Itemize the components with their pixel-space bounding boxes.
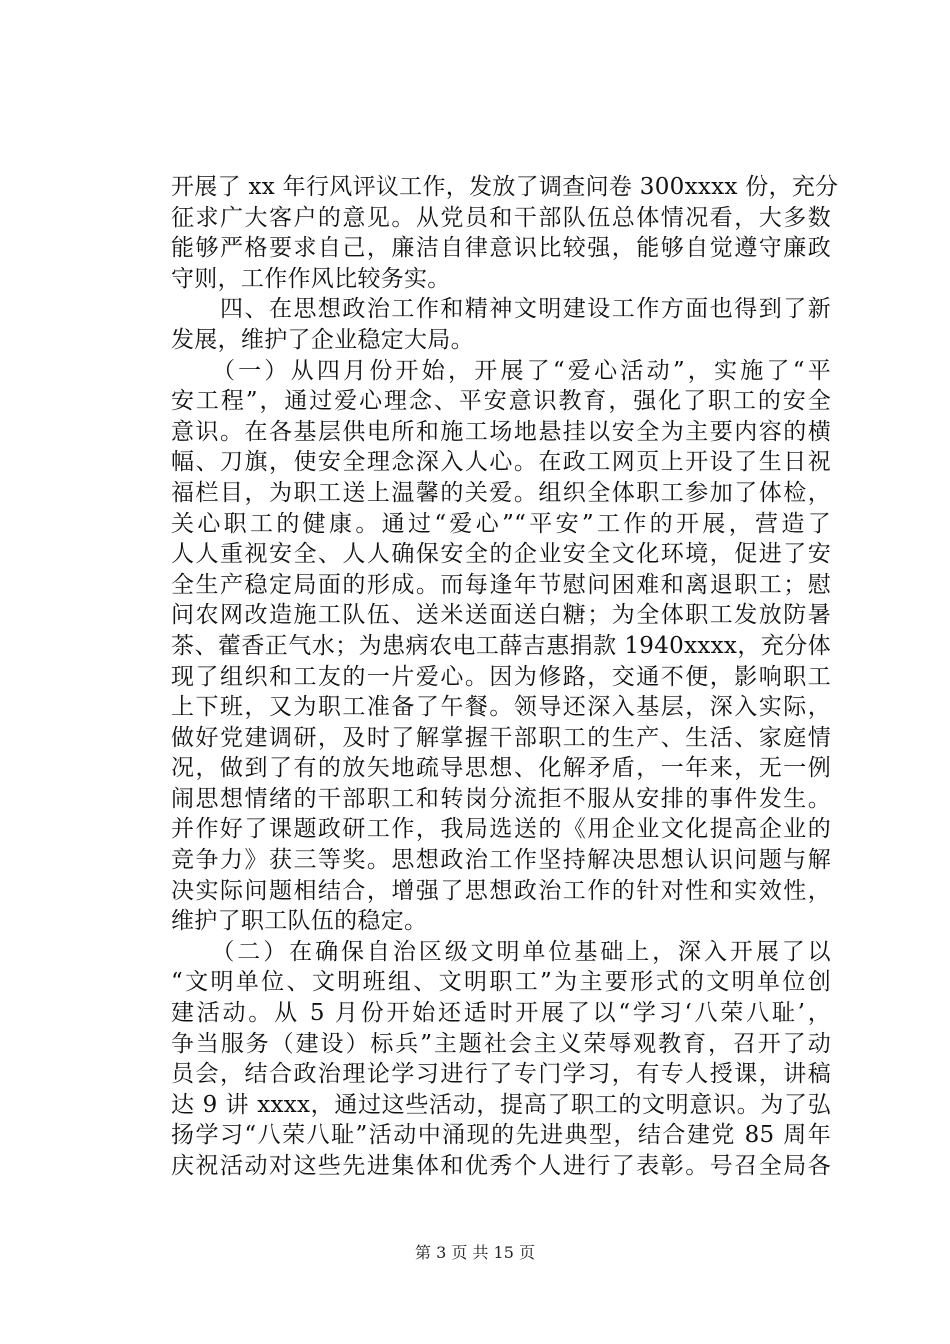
text-line: 争当服务（建设）标兵”主题社会主义荣辱观教育，召开了动 xyxy=(171,1030,831,1057)
text-line: 福栏目，为职工送上温馨的关爱。组织全体职工参加了体检， xyxy=(171,479,831,506)
text-line: （二）在确保自治区级文明单位基础上，深入开展了以 xyxy=(171,938,831,965)
text-line: 发展，维护了企业稳定大局。 xyxy=(171,326,474,353)
text-line: 四、在思想政治工作和精神文明建设工作方面也得到了新 xyxy=(171,296,831,323)
text-line: 守则，工作作风比较务实。 xyxy=(171,265,451,292)
text-line: 竞争力》获三等奖。思想政治工作坚持解决思想认识问题与解 xyxy=(171,847,831,874)
text-line: 闹思想情绪的干部职工和转岗分流拒不服从安排的事件发生。 xyxy=(171,785,831,812)
text-line: 并作好了课题政研工作，我局选送的《用企业文化提高企业的 xyxy=(171,816,831,843)
text-line: 能够严格要求自己，廉洁自律意识比较强，能够自觉遵守廉政 xyxy=(171,235,831,262)
text-line: 员会，结合政治理论学习进行了专门学习，有专人授课，讲稿 xyxy=(171,1061,831,1088)
text-line: 达 9 讲 xxxx，通过这些活动，提高了职工的文明意识。为了弘 xyxy=(171,1091,831,1118)
text-line: 上下班，又为职工准备了午餐。领导还深入基层，深入实际， xyxy=(171,694,831,721)
text-line: 人人重视安全、人人确保安全的企业安全文化环境，促进了安 xyxy=(171,541,831,568)
text-line: 做好党建调研，及时了解掌握干部职工的生产、生活、家庭情 xyxy=(171,724,831,751)
text-line: 开展了 xx 年行风评议工作，发放了调查问卷 300xxxx 份，充分 xyxy=(171,174,839,200)
text-line: “文明单位、文明班组、文明职工”为主要形式的文明单位创 xyxy=(171,969,831,996)
text-line: 决实际问题相结合，增强了思想政治工作的针对性和实效性， xyxy=(171,877,831,904)
text-line: 扬学习“八荣八耻”活动中涌现的先进典型，结合建党 85 周年 xyxy=(171,1122,831,1149)
text-line: 问农网改造施工队伍、送米送面送白糖；为全体职工发放防暑 xyxy=(171,602,831,629)
text-line: 茶、藿香正气水；为患病农电工薛吉惠捐款 1940xxxx，充分体 xyxy=(171,632,831,659)
text-line: 庆祝活动对这些先进集体和优秀个人进行了表彰。号召全局各 xyxy=(171,1153,831,1179)
text-line: 安工程”，通过爱心理念、平安意识教育，强化了职工的安全 xyxy=(171,388,831,415)
page-footer: 第 3 页 共 15 页 xyxy=(415,1243,535,1262)
text-line: 况，做到了有的放矢地疏导思想、化解矛盾，一年来，无一例 xyxy=(171,755,831,782)
text-line: 关心职工的健康。通过“爱心”“平安”工作的开展，营造了 xyxy=(171,510,831,537)
text-line: 意识。在各基层供电所和施工场地悬挂以安全为主要内容的横 xyxy=(171,418,831,445)
text-line: 征求广大客户的意见。从党员和干部队伍总体情况看，大多数 xyxy=(171,204,831,231)
text-line: 维护了职工队伍的稳定。 xyxy=(171,908,428,935)
text-line: （一）从四月份开始，开展了“爱心活动”，实施了“平 xyxy=(171,357,831,384)
text-line: 幅、刀旗，使安全理念深入人心。在政工网页上开设了生日祝 xyxy=(171,449,831,476)
text-line: 建活动。从 5 月份开始还适时开展了以“学习‘八荣八耻’， xyxy=(171,1000,831,1027)
text-line: 全生产稳定局面的形成。而每逢年节慰问困难和离退职工；慰 xyxy=(171,571,831,598)
text-line: 现了组织和工友的一片爱心。因为修路，交通不便，影响职工 xyxy=(171,663,831,690)
document-body xyxy=(171,172,839,1182)
